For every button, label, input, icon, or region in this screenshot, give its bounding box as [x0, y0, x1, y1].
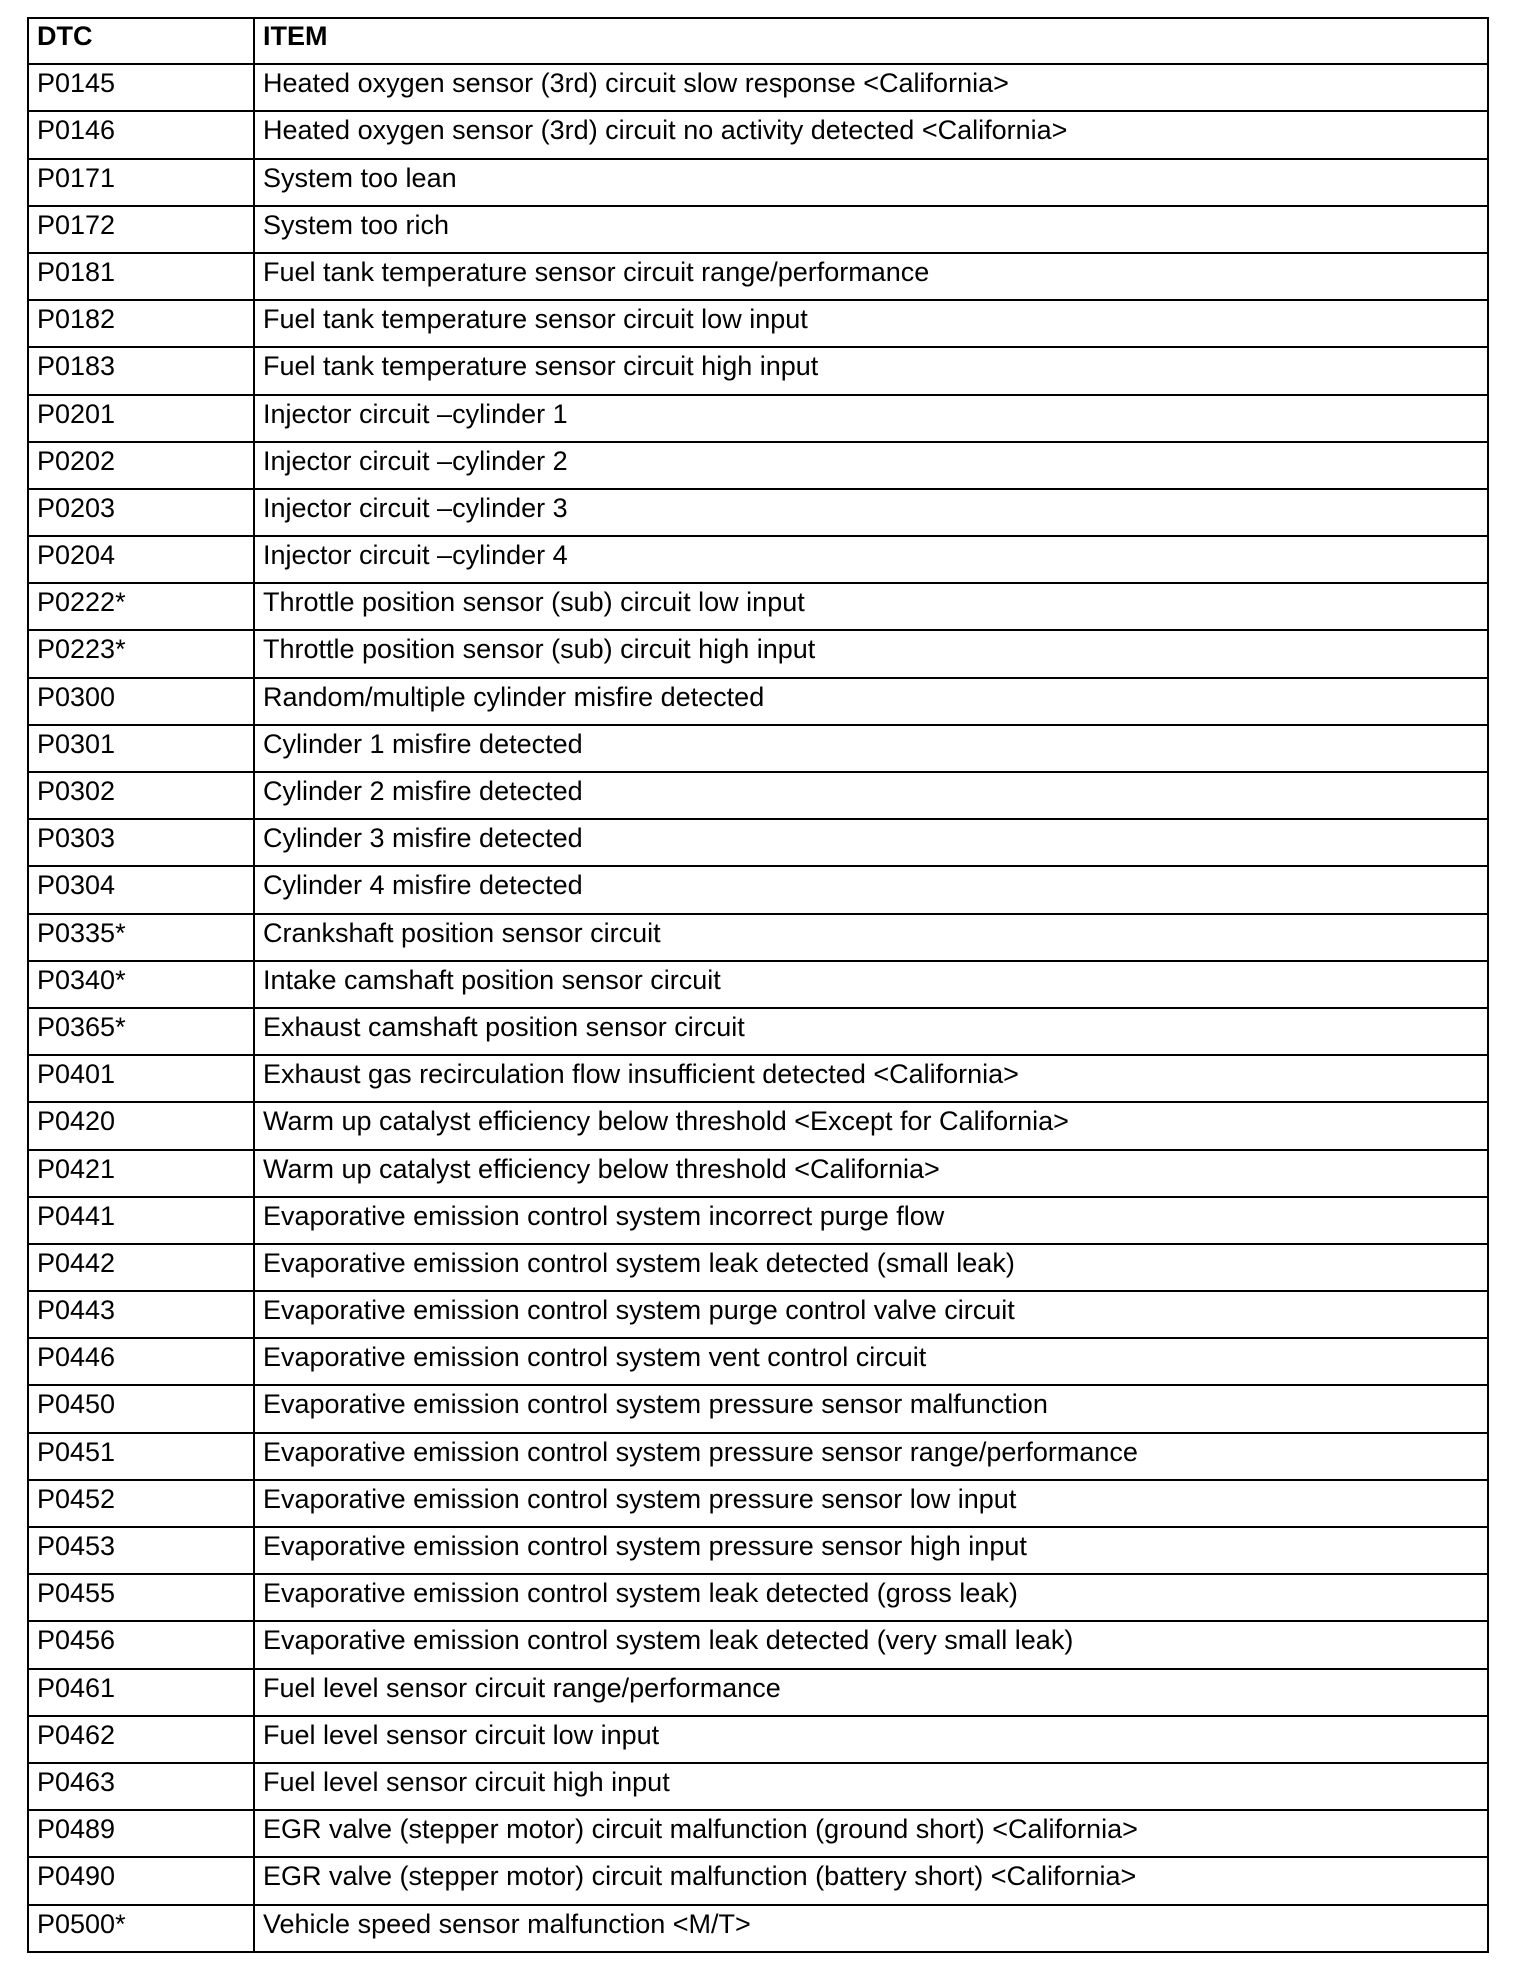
dtc-item-cell: System too lean — [254, 159, 1488, 206]
dtc-code-cell: P0456 — [28, 1621, 254, 1668]
dtc-item-cell: Evaporative emission control system leak detected (small leak) — [254, 1244, 1488, 1291]
table-row — [28, 1338, 1488, 1385]
dtc-code-cell: P0365* — [28, 1008, 254, 1055]
dtc-code-cell: P0202 — [28, 442, 254, 489]
dtc-code-cell: P0500* — [28, 1905, 254, 1952]
dtc-item-cell: Heated oxygen sensor (3rd) circuit slow response <California> — [254, 64, 1488, 111]
table-row — [28, 253, 1488, 300]
dtc-item-cell: Warm up catalyst efficiency below threshold <California> — [254, 1150, 1488, 1197]
dtc-item-cell: Throttle position sensor (sub) circuit high input — [254, 630, 1488, 677]
dtc-code-cell: P0441 — [28, 1197, 254, 1244]
table-row — [28, 347, 1488, 394]
table-row — [28, 442, 1488, 489]
table-row — [28, 1244, 1488, 1291]
dtc-item-cell: Throttle position sensor (sub) circuit low input — [254, 583, 1488, 630]
dtc-item-cell: Evaporative emission control system pressure sensor malfunction — [254, 1385, 1488, 1432]
dtc-item-cell: Evaporative emission control system leak detected (gross leak) — [254, 1574, 1488, 1621]
dtc-item-cell: Cylinder 2 misfire detected — [254, 772, 1488, 819]
dtc-code-cell: P0303 — [28, 819, 254, 866]
table-row — [28, 1150, 1488, 1197]
table-row — [28, 1480, 1488, 1527]
dtc-item-cell: Exhaust camshaft position sensor circuit — [254, 1008, 1488, 1055]
table-row — [28, 1621, 1488, 1668]
dtc-code-cell: P0462 — [28, 1716, 254, 1763]
dtc-item-cell: Evaporative emission control system pressure sensor low input — [254, 1480, 1488, 1527]
dtc-code-cell: P0401 — [28, 1055, 254, 1102]
dtc-code-cell: P0340* — [28, 961, 254, 1008]
dtc-code-cell: P0302 — [28, 772, 254, 819]
dtc-code-cell: P0420 — [28, 1102, 254, 1149]
dtc-item-cell: Crankshaft position sensor circuit — [254, 914, 1488, 961]
table-row — [28, 1763, 1488, 1810]
dtc-code-cell: P0171 — [28, 159, 254, 206]
dtc-code-cell: P0446 — [28, 1338, 254, 1385]
dtc-item-cell: Cylinder 3 misfire detected — [254, 819, 1488, 866]
table-row — [28, 630, 1488, 677]
dtc-item-cell: System too rich — [254, 206, 1488, 253]
table-row — [28, 206, 1488, 253]
table-row — [28, 1008, 1488, 1055]
dtc-item-cell: Fuel tank temperature sensor circuit low input — [254, 300, 1488, 347]
table-row — [28, 914, 1488, 961]
table-row — [28, 1905, 1488, 1952]
dtc-code-cell: P0223* — [28, 630, 254, 677]
dtc-item-cell: Fuel level sensor circuit range/performance — [254, 1669, 1488, 1716]
dtc-item-cell: Heated oxygen sensor (3rd) circuit no activity detected <California> — [254, 111, 1488, 158]
dtc-item-cell: Evaporative emission control system vent control circuit — [254, 1338, 1488, 1385]
dtc-code-cell: P0455 — [28, 1574, 254, 1621]
dtc-code-cell: P0490 — [28, 1857, 254, 1904]
dtc-item-cell: EGR valve (stepper motor) circuit malfunction (ground short) <California> — [254, 1810, 1488, 1857]
table-row — [28, 1669, 1488, 1716]
dtc-item-cell: Fuel tank temperature sensor circuit range/performance — [254, 253, 1488, 300]
table-row — [28, 961, 1488, 1008]
dtc-code-cell: P0489 — [28, 1810, 254, 1857]
dtc-code-cell: P0442 — [28, 1244, 254, 1291]
dtc-code-cell: P0300 — [28, 678, 254, 725]
dtc-code-cell: P0443 — [28, 1291, 254, 1338]
dtc-item-cell: Evaporative emission control system pressure sensor high input — [254, 1527, 1488, 1574]
table-row — [28, 1574, 1488, 1621]
dtc-item-cell: Fuel level sensor circuit low input — [254, 1716, 1488, 1763]
dtc-item-cell: Cylinder 1 misfire detected — [254, 725, 1488, 772]
table-row — [28, 772, 1488, 819]
dtc-code-cell: P0146 — [28, 111, 254, 158]
dtc-code-cell: P0145 — [28, 64, 254, 111]
dtc-item-cell: Fuel tank temperature sensor circuit high input — [254, 347, 1488, 394]
dtc-item-cell: Intake camshaft position sensor circuit — [254, 961, 1488, 1008]
dtc-code-cell: P0421 — [28, 1150, 254, 1197]
table-row — [28, 583, 1488, 630]
dtc-item-cell: Exhaust gas recirculation flow insufficient detected <California> — [254, 1055, 1488, 1102]
dtc-code-cell: P0181 — [28, 253, 254, 300]
table-row — [28, 1716, 1488, 1763]
dtc-item-cell: Evaporative emission control system purge control valve circuit — [254, 1291, 1488, 1338]
table-row — [28, 1291, 1488, 1338]
table-row — [28, 1385, 1488, 1432]
table-row — [28, 1197, 1488, 1244]
table-header-row — [28, 18, 1488, 64]
dtc-code-cell: P0450 — [28, 1385, 254, 1432]
dtc-code-cell: P0204 — [28, 536, 254, 583]
dtc-item-cell: Vehicle speed sensor malfunction <M/T> — [254, 1905, 1488, 1952]
table-body — [28, 64, 1488, 1952]
table-row — [28, 1857, 1488, 1904]
dtc-code-cell: P0182 — [28, 300, 254, 347]
table-row — [28, 1527, 1488, 1574]
dtc-code-cell: P0203 — [28, 489, 254, 536]
header-item: ITEM — [254, 18, 1488, 64]
dtc-item-cell: Warm up catalyst efficiency below threshold <Except for California> — [254, 1102, 1488, 1149]
table-row — [28, 678, 1488, 725]
dtc-code-cell: P0452 — [28, 1480, 254, 1527]
dtc-item-cell: Evaporative emission control system incorrect purge flow — [254, 1197, 1488, 1244]
table-row — [28, 1810, 1488, 1857]
table-row — [28, 1055, 1488, 1102]
dtc-table — [27, 17, 1489, 1953]
table-row — [28, 111, 1488, 158]
dtc-item-cell: Cylinder 4 misfire detected — [254, 866, 1488, 913]
dtc-item-cell: Injector circuit –cylinder 2 — [254, 442, 1488, 489]
dtc-code-cell: P0172 — [28, 206, 254, 253]
table-row — [28, 1433, 1488, 1480]
dtc-code-cell: P0222* — [28, 583, 254, 630]
dtc-item-cell: Random/multiple cylinder misfire detected — [254, 678, 1488, 725]
dtc-item-cell: Injector circuit –cylinder 3 — [254, 489, 1488, 536]
dtc-code-cell: P0301 — [28, 725, 254, 772]
dtc-item-cell: Injector circuit –cylinder 4 — [254, 536, 1488, 583]
table-row — [28, 489, 1488, 536]
dtc-item-cell: Evaporative emission control system leak detected (very small leak) — [254, 1621, 1488, 1668]
table-row — [28, 1102, 1488, 1149]
dtc-code-cell: P0304 — [28, 866, 254, 913]
table-row — [28, 300, 1488, 347]
dtc-code-cell: P0201 — [28, 395, 254, 442]
dtc-item-cell: Injector circuit –cylinder 1 — [254, 395, 1488, 442]
dtc-item-cell: Fuel level sensor circuit high input — [254, 1763, 1488, 1810]
table-row — [28, 536, 1488, 583]
dtc-code-cell: P0463 — [28, 1763, 254, 1810]
table-row — [28, 819, 1488, 866]
dtc-code-cell: P0461 — [28, 1669, 254, 1716]
dtc-code-cell: P0453 — [28, 1527, 254, 1574]
dtc-item-cell: Evaporative emission control system pressure sensor range/performance — [254, 1433, 1488, 1480]
table-row — [28, 159, 1488, 206]
dtc-item-cell: EGR valve (stepper motor) circuit malfunction (battery short) <California> — [254, 1857, 1488, 1904]
table-row — [28, 866, 1488, 913]
table-row — [28, 725, 1488, 772]
table-row — [28, 64, 1488, 111]
header-dtc: DTC — [28, 18, 254, 64]
dtc-code-cell: P0335* — [28, 914, 254, 961]
dtc-code-cell: P0451 — [28, 1433, 254, 1480]
table-row — [28, 395, 1488, 442]
dtc-code-cell: P0183 — [28, 347, 254, 394]
